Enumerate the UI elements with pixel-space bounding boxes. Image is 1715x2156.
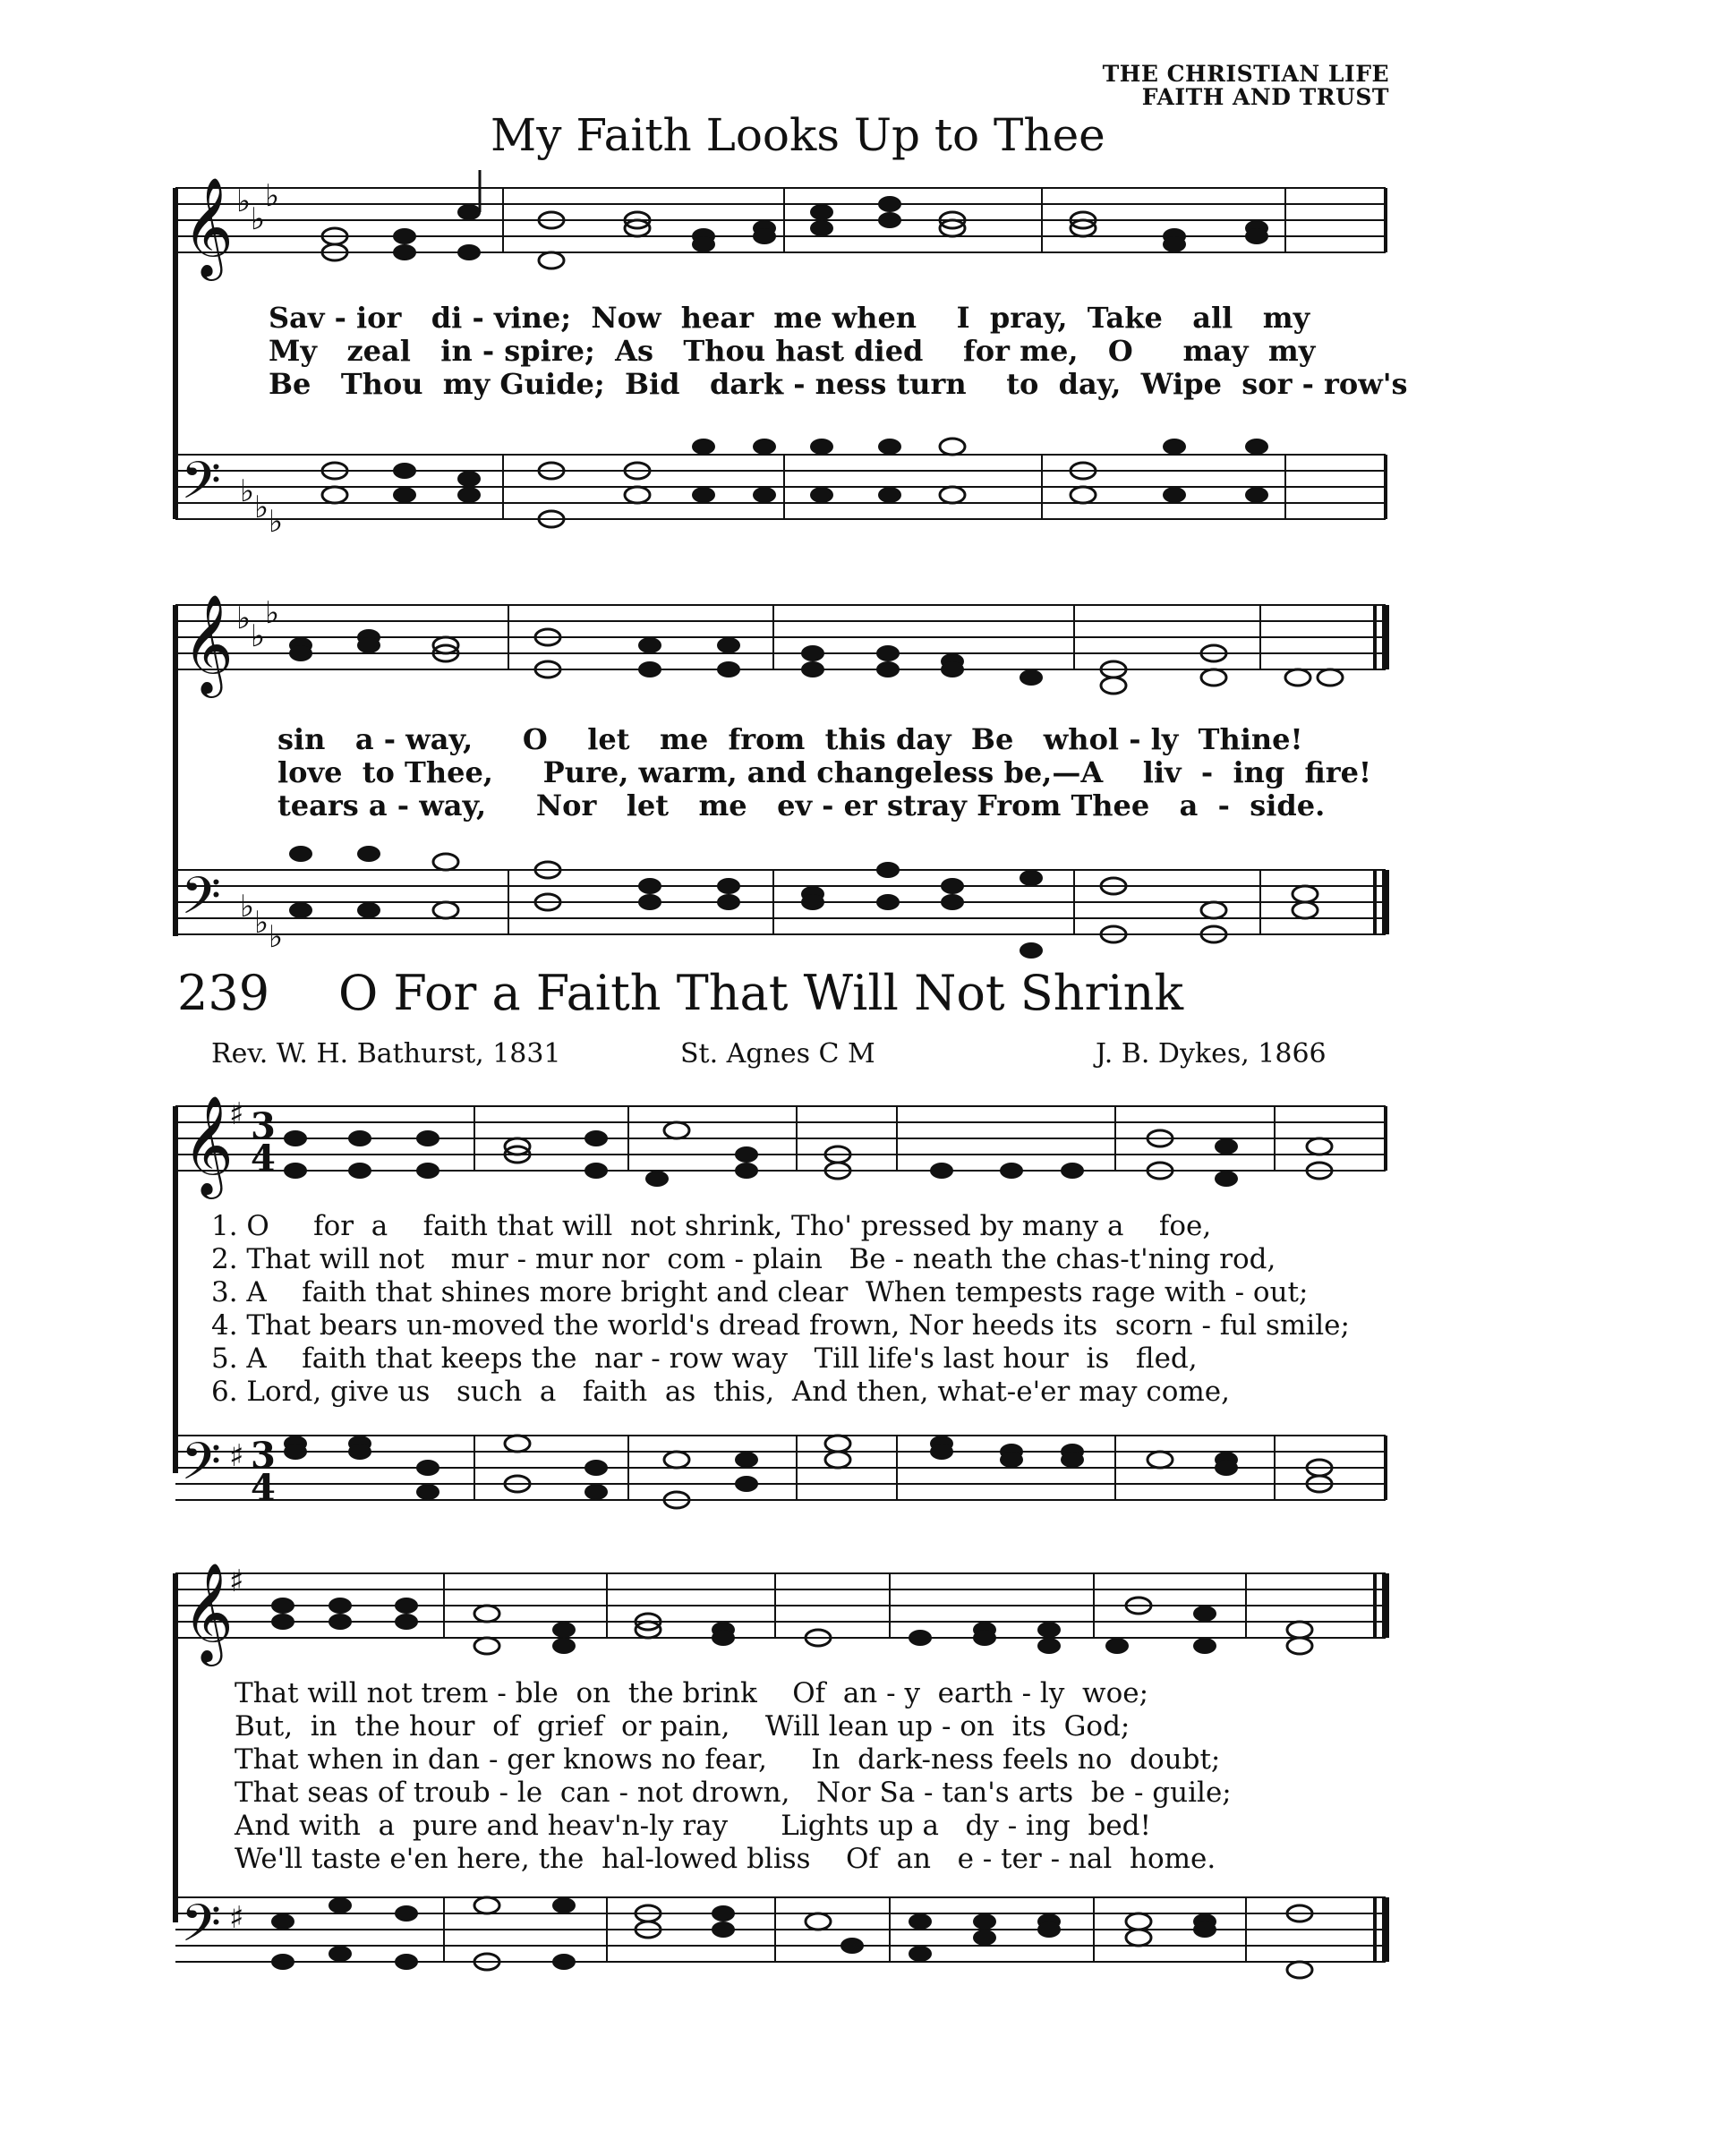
hymn-title: My Faith Looks Up to Thee	[491, 109, 1105, 161]
svg-text:♭: ♭	[254, 905, 269, 941]
bass-staff	[175, 1888, 1393, 1987]
svg-text:𝄞: 𝄞	[183, 176, 234, 277]
svg-text:♭: ♭	[236, 601, 252, 636]
verse-line: That when in dan - ger knows no fear, In dark-ness feels no doubt;	[235, 1743, 1221, 1776]
bass-staff	[175, 1427, 1393, 1525]
verse-lines	[211, 1210, 1350, 1409]
verse-line: Sav - ior di - vine; Now hear me when I pray, Take all my	[269, 301, 1310, 335]
verse-line: Be Thou my Guide; Bid dark - ness turn to day, Wipe sor - row's	[269, 367, 1408, 401]
verse-line: 4. That bears un-moved the world's dread frown, Nor heeds its scorn - ful smile;	[211, 1309, 1350, 1342]
svg-text:𝄢: 𝄢	[181, 865, 222, 939]
treble-staff	[175, 176, 1393, 277]
treble-staff	[175, 1097, 1393, 1196]
svg-text:♯: ♯	[229, 1096, 244, 1132]
bass-staff	[175, 861, 1393, 959]
verse-line: That will not trem - ble on the brink Of an - y earth - ly woe;	[235, 1677, 1149, 1709]
bass-staff	[175, 446, 1393, 544]
svg-text:4: 4	[251, 1138, 276, 1180]
svg-text:𝄢: 𝄢	[181, 1431, 222, 1504]
svg-text:♭: ♭	[254, 490, 269, 525]
svg-text:𝄞: 𝄞	[183, 593, 234, 694]
svg-text:♭: ♭	[236, 183, 252, 219]
svg-text:♯: ♯	[229, 1900, 244, 1936]
svg-text:𝄞: 𝄞	[183, 1562, 234, 1662]
treble-staff	[175, 593, 1393, 695]
svg-text:♯: ♯	[229, 1438, 244, 1474]
verse-line: 1. O for a faith that will not shrink, Tho' pressed by many a foe,	[211, 1210, 1212, 1242]
section-header	[1103, 63, 1389, 109]
verse-line: 2. That will not mur - mur nor com - plain Be - neath the chas-t'ning rod,	[211, 1243, 1276, 1275]
svg-text:♯: ♯	[229, 1564, 244, 1599]
composer: J. B. Dykes, 1866	[1096, 1038, 1327, 1069]
verse-line: My zeal in - spire; As Thou hast died for me, O may my	[269, 334, 1316, 368]
svg-text:♭: ♭	[265, 595, 280, 631]
verse-lines	[235, 1677, 1232, 1876]
author: Rev. W. H. Bathurst, 1831	[211, 1038, 561, 1069]
svg-text:𝄢: 𝄢	[181, 450, 222, 524]
hymn-heading	[177, 965, 1183, 1021]
section-line-2: FAITH AND TRUST	[1141, 84, 1389, 110]
treble-staff	[175, 1564, 1393, 1663]
verse-line: But, in the hour of grief or pain, Will lean up - on its God;	[235, 1710, 1131, 1743]
verse-lines	[277, 723, 1371, 822]
verse-line: 5. A faith that keeps the nar - row way Till life's last hour is fled,	[211, 1342, 1198, 1375]
svg-text:♭: ♭	[265, 178, 280, 214]
verse-line: 6. Lord, give us such a faith as this, And then, what-e'er may come,	[211, 1376, 1230, 1408]
verse-lines	[269, 302, 1408, 401]
svg-text:3: 3	[251, 1105, 276, 1147]
svg-text:♭: ♭	[269, 919, 284, 955]
hymn-number: 239	[177, 965, 270, 1021]
verse-line: love to Thee, Pure, warm, and changeless be,—A liv - ing fire!	[277, 755, 1372, 789]
verse-line: That seas of troub - le can - not drown, Nor Sa - tan's arts be - guile;	[235, 1777, 1232, 1809]
svg-text:♭: ♭	[251, 618, 266, 654]
svg-text:♭: ♭	[269, 504, 284, 540]
verse-line: 3. A faith that shines more bright and clear When tempests rage with - out;	[211, 1276, 1309, 1308]
verse-line: sin a - way, O let me from this day Be whol - ly Thine!	[277, 722, 1303, 756]
hymn-title: O For a Faith That Will Not Shrink	[338, 965, 1184, 1021]
tune-name: St. Agnes C M	[680, 1038, 875, 1069]
svg-text:𝄞: 𝄞	[183, 1095, 234, 1195]
svg-text:3: 3	[251, 1435, 276, 1477]
section-line-1: THE CHRISTIAN LIFE	[1102, 61, 1389, 87]
verse-line: And with a pure and heav'n-ly ray Lights up a dy - ing bed!	[235, 1810, 1151, 1842]
svg-text:𝄢: 𝄢	[181, 1893, 222, 1966]
svg-text:4: 4	[251, 1467, 276, 1509]
verse-line: tears a - way, Nor let me ev - er stray From Thee a - side.	[277, 788, 1326, 822]
svg-text:♭: ♭	[251, 201, 266, 237]
svg-text:♭: ♭	[240, 473, 255, 509]
verse-line: We'll taste e'en here, the hal-lowed bliss Of an e - ter - nal home.	[235, 1843, 1216, 1875]
svg-text:♭: ♭	[240, 889, 255, 925]
